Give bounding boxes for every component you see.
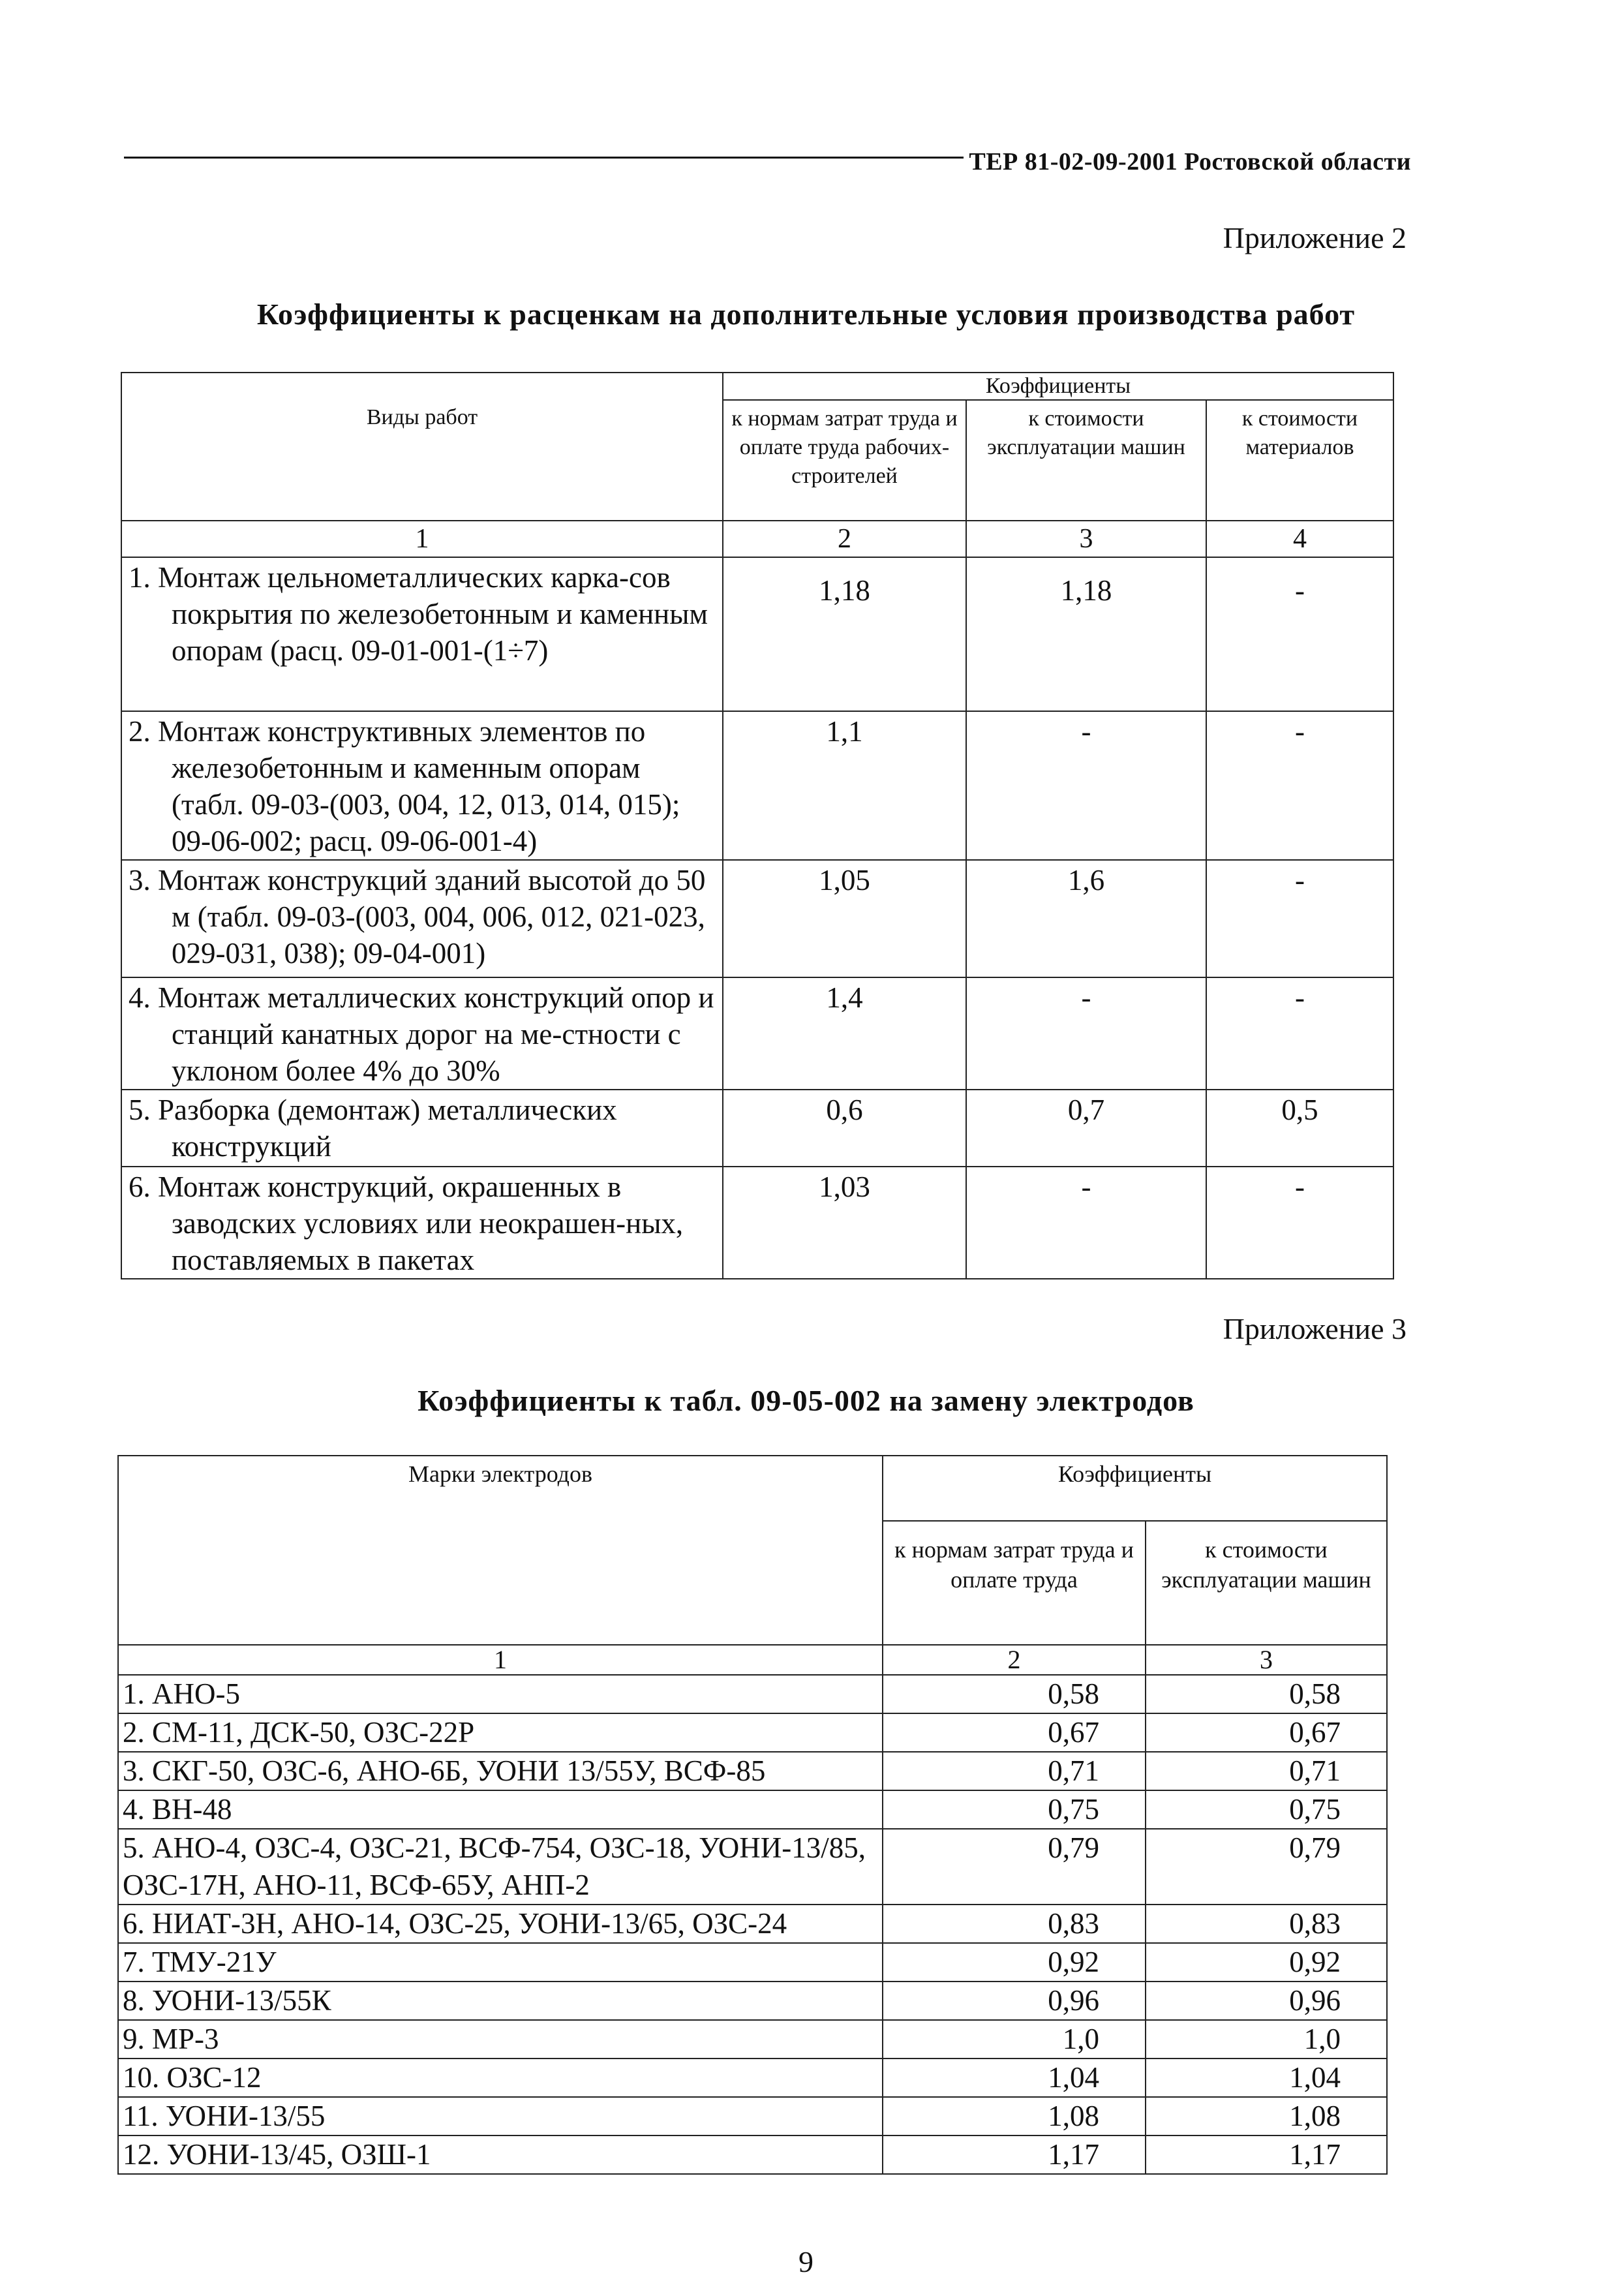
column-number: 4: [1206, 521, 1393, 557]
col-header-work-types: Виды работ: [121, 373, 723, 521]
machines-coefficient: 1,18: [966, 557, 1206, 711]
column-number: 3: [966, 521, 1206, 557]
machines-coefficient: 0,92: [1146, 1943, 1387, 1982]
table-row: [118, 2135, 1387, 2174]
appendix-2-label: Приложение 2: [1223, 221, 1407, 254]
labor-coefficient: 0,71: [883, 1752, 1146, 1790]
page-number: 9: [798, 2245, 814, 2278]
machines-coefficient: 0,58: [1146, 1675, 1387, 1713]
table-row: [121, 977, 1393, 1090]
labor-coefficient: 0,58: [883, 1675, 1146, 1713]
column-number: 3: [1146, 1645, 1387, 1675]
column-number: 1: [118, 1645, 883, 1675]
materials-coefficient: -: [1206, 977, 1393, 1090]
labor-coefficient: 0,92: [883, 1943, 1146, 1982]
machines-coefficient: 0,83: [1146, 1905, 1387, 1943]
labor-coefficient: 0,79: [883, 1829, 1146, 1905]
labor-coefficient: 0,67: [883, 1713, 1146, 1752]
machines-coefficient: -: [966, 711, 1206, 860]
electrode-brand: 1. АНО-5: [118, 1675, 883, 1713]
machines-coefficient: 0,75: [1146, 1790, 1387, 1829]
table-row: [121, 711, 1393, 860]
electrode-brand: 10. ОЗС-12: [118, 2059, 883, 2097]
machines-coefficient: -: [966, 977, 1206, 1090]
subheader-machines: к стоимости эксплуатации машин: [966, 400, 1206, 521]
electrode-brand: 12. УОНИ-13/45, ОЗШ-1: [118, 2135, 883, 2174]
table-row: [118, 2097, 1387, 2135]
table-row: [118, 1905, 1387, 1943]
labor-coefficient: 1,4: [723, 977, 966, 1090]
work-type-cell: 2. Монтаж конструктивных элементов по железобетонным и каменным опорам (табл. 09-03-(003, 004, 12, 013, 014, 015); 09-06-002; расц. 09-06-001-4): [121, 711, 723, 860]
labor-coefficient: 1,04: [883, 2059, 1146, 2097]
subheader-labor: к нормам затрат труда и оплате труда рабочих-строителей: [723, 400, 966, 521]
labor-coefficient: 0,96: [883, 1982, 1146, 2020]
electrode-brand: 2. СМ-11, ДСК-50, ОЗС-22Р: [118, 1713, 883, 1752]
machines-coefficient: 0,71: [1146, 1752, 1387, 1790]
labor-coefficient: 1,0: [883, 2020, 1146, 2059]
labor-coefficient: 1,05: [723, 860, 966, 977]
table-row: [118, 2059, 1387, 2097]
table-row: [118, 1829, 1387, 1905]
document-header: ТЕР 81-02-09-2001 Ростовской области: [964, 147, 1411, 176]
table-row: [118, 1790, 1387, 1829]
work-type-cell: 5. Разборка (демонтаж) металлических конструкций: [121, 1090, 723, 1167]
labor-coefficient: 1,18: [723, 557, 966, 711]
machines-coefficient: 1,08: [1146, 2097, 1387, 2135]
column-number: 1: [121, 521, 723, 557]
work-type-cell: 1. Монтаж цельнометаллических карка-сов покрытия по железобетонным и каменным опорам (расц. 09-01-001-(1÷7): [121, 557, 723, 711]
electrode-brand: 11. УОНИ-13/55: [118, 2097, 883, 2135]
labor-coefficient: 1,03: [723, 1167, 966, 1279]
machines-coefficient: 1,17: [1146, 2135, 1387, 2174]
materials-coefficient: -: [1206, 1167, 1393, 1279]
materials-coefficient: -: [1206, 711, 1393, 860]
electrode-brand: 8. УОНИ-13/55К: [118, 1982, 883, 2020]
electrode-brand: 9. МР-3: [118, 2020, 883, 2059]
table-row: [121, 860, 1393, 977]
table-row: [118, 1713, 1387, 1752]
electrode-brand: 7. ТМУ-21У: [118, 1943, 883, 1982]
col-header-coefficients: Коэффициенты: [723, 373, 1393, 400]
machines-coefficient: 0,96: [1146, 1982, 1387, 2020]
machines-coefficient: 0,79: [1146, 1829, 1387, 1905]
materials-coefficient: -: [1206, 860, 1393, 977]
subheader-materials: к стоимости материалов: [1206, 400, 1393, 521]
labor-coefficient: 1,08: [883, 2097, 1146, 2135]
column-number: 2: [883, 1645, 1146, 1675]
machines-coefficient: 0,67: [1146, 1713, 1387, 1752]
machines-coefficient: 0,7: [966, 1090, 1206, 1167]
labor-coefficient: 1,17: [883, 2135, 1146, 2174]
work-type-cell: 3. Монтаж конструкций зданий высотой до 50 м (табл. 09-03-(003, 004, 006, 012, 021-023, 029-031, 038); 09-04-001): [121, 860, 723, 977]
labor-coefficient: 1,1: [723, 711, 966, 860]
table-row: [118, 2020, 1387, 2059]
electrode-brand: 6. НИАТ-3Н, АНО-14, ОЗС-25, УОНИ-13/65, ОЗС-24: [118, 1905, 883, 1943]
appendix-3-title: Коэффициенты к табл. 09-05-002 на замену электродов: [418, 1384, 1194, 1417]
subheader-machines: к стоимости эксплуатации машин: [1146, 1521, 1387, 1645]
col-header-electrode-brands: Марки электродов: [118, 1456, 883, 1645]
subheader-labor: к нормам затрат труда и оплате труда: [883, 1521, 1146, 1645]
appendix-2-title: Коэффициенты к расценкам на дополнительные условия производства работ: [256, 298, 1356, 331]
materials-coefficient: 0,5: [1206, 1090, 1393, 1167]
labor-coefficient: 0,75: [883, 1790, 1146, 1829]
electrode-brand: 5. АНО-4, ОЗС-4, ОЗС-21, ВСФ-754, ОЗС-18, УОНИ-13/85, ОЗС-17Н, АНО-11, ВСФ-65У, АНП-2: [118, 1829, 883, 1905]
machines-coefficient: 1,0: [1146, 2020, 1387, 2059]
table-row: [121, 1090, 1393, 1167]
electrode-brand: 4. ВН-48: [118, 1790, 883, 1829]
work-type-cell: 4. Монтаж металлических конструкций опор и станций канатных дорог на ме-стности с уклоном более 4% до 30%: [121, 977, 723, 1090]
electrode-coefficients-table: [117, 1455, 1388, 2175]
electrode-brand: 3. СКГ-50, ОЗС-6, АНО-6Б, УОНИ 13/55У, ВСФ-85: [118, 1752, 883, 1790]
table-row: [118, 1982, 1387, 2020]
table-row: [121, 557, 1393, 711]
labor-coefficient: 0,83: [883, 1905, 1146, 1943]
machines-coefficient: 1,6: [966, 860, 1206, 977]
materials-coefficient: -: [1206, 557, 1393, 711]
work-type-cell: 6. Монтаж конструкций, окрашенных в заводских условиях или неокрашен-ных, поставляемых в пакетах: [121, 1167, 723, 1279]
appendix-3-label: Приложение 3: [1223, 1312, 1407, 1345]
table-row: [118, 1752, 1387, 1790]
table-row: [121, 1167, 1393, 1279]
table-row: [118, 1943, 1387, 1982]
column-number: 2: [723, 521, 966, 557]
machines-coefficient: 1,04: [1146, 2059, 1387, 2097]
coefficients-table-appendix-2: [121, 372, 1394, 1279]
col-header-coefficients: Коэффициенты: [883, 1456, 1387, 1521]
table-row: [118, 1675, 1387, 1713]
labor-coefficient: 0,6: [723, 1090, 966, 1167]
machines-coefficient: -: [966, 1167, 1206, 1279]
